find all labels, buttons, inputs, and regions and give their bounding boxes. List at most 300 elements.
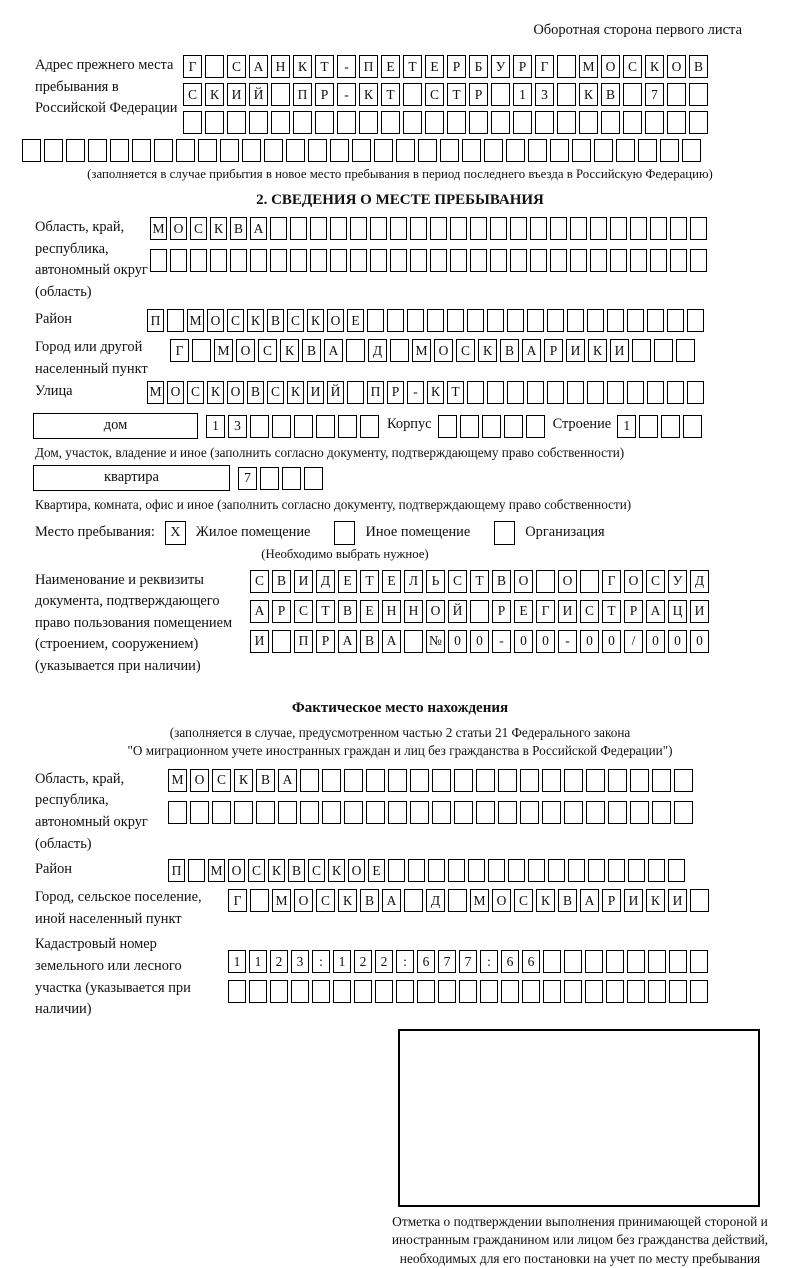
char-cell[interactable]: О	[601, 55, 620, 78]
char-cell[interactable]: Н	[404, 600, 423, 623]
char-cell[interactable]	[674, 769, 693, 792]
char-cell[interactable]: П	[147, 309, 164, 332]
char-cell[interactable]	[530, 249, 547, 272]
char-cell[interactable]	[308, 139, 327, 162]
char-cell[interactable]	[648, 950, 666, 973]
char-cell[interactable]	[459, 980, 477, 1003]
char-cell[interactable]: Г	[183, 55, 202, 78]
char-cell[interactable]	[227, 111, 246, 134]
char-cell[interactable]	[354, 980, 372, 1003]
char-cell[interactable]	[410, 769, 429, 792]
char-cell[interactable]	[293, 111, 312, 134]
char-cell[interactable]: К	[328, 859, 345, 882]
char-cell[interactable]	[374, 139, 393, 162]
char-cell[interactable]: А	[324, 339, 343, 362]
char-cell[interactable]	[530, 217, 547, 240]
char-cell[interactable]	[22, 139, 41, 162]
char-cell[interactable]	[330, 139, 349, 162]
char-cell[interactable]: Т	[315, 55, 334, 78]
char-cell[interactable]	[568, 859, 585, 882]
char-cell[interactable]: 6	[501, 950, 519, 973]
char-cell[interactable]	[579, 111, 598, 134]
char-cell[interactable]	[491, 83, 510, 106]
char-cell[interactable]	[286, 139, 305, 162]
char-cell[interactable]	[482, 415, 501, 438]
char-cell[interactable]	[404, 630, 423, 653]
char-cell[interactable]	[430, 217, 447, 240]
char-cell[interactable]	[476, 769, 495, 792]
char-cell[interactable]: -	[337, 83, 356, 106]
char-cell[interactable]	[300, 801, 319, 824]
char-cell[interactable]	[390, 249, 407, 272]
char-cell[interactable]: М	[272, 889, 291, 912]
char-cell[interactable]	[256, 801, 275, 824]
char-cell[interactable]	[333, 980, 351, 1003]
char-cell[interactable]: И	[250, 630, 269, 653]
char-cell[interactable]: 3	[228, 415, 247, 438]
char-cell[interactable]	[670, 249, 687, 272]
char-cell[interactable]	[167, 309, 184, 332]
char-cell[interactable]: Й	[327, 381, 344, 404]
char-cell[interactable]: Е	[425, 55, 444, 78]
char-cell[interactable]	[190, 801, 209, 824]
char-cell[interactable]: О	[167, 381, 184, 404]
char-cell[interactable]	[291, 980, 309, 1003]
char-cell[interactable]	[668, 859, 685, 882]
char-cell[interactable]	[462, 139, 481, 162]
char-cell[interactable]	[350, 217, 367, 240]
char-cell[interactable]: В	[500, 339, 519, 362]
char-cell[interactable]	[450, 249, 467, 272]
char-cell[interactable]	[498, 769, 517, 792]
char-cell[interactable]	[572, 139, 591, 162]
char-cell[interactable]: О	[236, 339, 255, 362]
char-cell[interactable]: И	[227, 83, 246, 106]
char-cell[interactable]	[606, 980, 624, 1003]
char-cell[interactable]: 0	[668, 630, 687, 653]
char-cell[interactable]	[484, 139, 503, 162]
char-cell[interactable]	[476, 801, 495, 824]
char-cell[interactable]: 0	[602, 630, 621, 653]
char-cell[interactable]: В	[558, 889, 577, 912]
char-cell[interactable]	[438, 415, 457, 438]
char-cell[interactable]	[528, 859, 545, 882]
char-cell[interactable]	[522, 980, 540, 1003]
char-cell[interactable]	[198, 139, 217, 162]
char-cell[interactable]	[330, 249, 347, 272]
char-cell[interactable]: С	[250, 570, 269, 593]
char-cell[interactable]	[375, 980, 393, 1003]
char-cell[interactable]: Е	[360, 600, 379, 623]
char-cell[interactable]: С	[580, 600, 599, 623]
char-cell[interactable]: Т	[447, 381, 464, 404]
char-cell[interactable]	[66, 139, 85, 162]
checkbox-organization[interactable]	[494, 521, 515, 545]
char-cell[interactable]: С	[425, 83, 444, 106]
char-cell[interactable]	[667, 381, 684, 404]
char-cell[interactable]: К	[210, 217, 227, 240]
char-cell[interactable]	[661, 415, 680, 438]
char-cell[interactable]: 1	[249, 950, 267, 973]
char-cell[interactable]	[590, 217, 607, 240]
char-cell[interactable]: Д	[426, 889, 445, 912]
char-cell[interactable]	[674, 801, 693, 824]
char-cell[interactable]: Т	[447, 83, 466, 106]
char-cell[interactable]: 7	[238, 467, 257, 490]
char-cell[interactable]	[88, 139, 107, 162]
char-cell[interactable]: И	[624, 889, 643, 912]
char-cell[interactable]: А	[250, 217, 267, 240]
char-cell[interactable]	[192, 339, 211, 362]
char-cell[interactable]	[168, 801, 187, 824]
char-cell[interactable]	[408, 859, 425, 882]
char-cell[interactable]: В	[230, 217, 247, 240]
char-cell[interactable]: П	[294, 630, 313, 653]
char-cell[interactable]	[667, 111, 686, 134]
char-cell[interactable]: В	[360, 889, 379, 912]
char-cell[interactable]: Г	[602, 570, 621, 593]
char-cell[interactable]: 0	[690, 630, 709, 653]
char-cell[interactable]: К	[293, 55, 312, 78]
char-cell[interactable]: -	[492, 630, 511, 653]
char-cell[interactable]: О	[327, 309, 344, 332]
char-cell[interactable]	[587, 381, 604, 404]
char-cell[interactable]: Н	[271, 55, 290, 78]
char-cell[interactable]: Р	[315, 83, 334, 106]
char-cell[interactable]: С	[227, 309, 244, 332]
char-cell[interactable]	[460, 415, 479, 438]
char-cell[interactable]	[132, 139, 151, 162]
char-cell[interactable]	[535, 111, 554, 134]
char-cell[interactable]: К	[307, 309, 324, 332]
char-cell[interactable]	[513, 111, 532, 134]
char-cell[interactable]: Ц	[668, 600, 687, 623]
char-cell[interactable]	[647, 381, 664, 404]
char-cell[interactable]	[506, 139, 525, 162]
char-cell[interactable]	[390, 217, 407, 240]
char-cell[interactable]: К	[588, 339, 607, 362]
char-cell[interactable]: О	[207, 309, 224, 332]
char-cell[interactable]	[205, 111, 224, 134]
checkbox-residential[interactable]: X	[165, 521, 186, 545]
char-cell[interactable]: Р	[316, 630, 335, 653]
char-cell[interactable]	[188, 859, 205, 882]
char-cell[interactable]	[667, 83, 686, 106]
char-cell[interactable]	[543, 980, 561, 1003]
char-cell[interactable]	[627, 309, 644, 332]
char-cell[interactable]	[490, 217, 507, 240]
char-cell[interactable]: Г	[228, 889, 247, 912]
char-cell[interactable]: В	[288, 859, 305, 882]
char-cell[interactable]	[610, 249, 627, 272]
char-cell[interactable]	[542, 801, 561, 824]
char-cell[interactable]: С	[287, 309, 304, 332]
char-cell[interactable]	[670, 217, 687, 240]
char-cell[interactable]	[330, 217, 347, 240]
char-cell[interactable]	[447, 111, 466, 134]
char-cell[interactable]: К	[645, 55, 664, 78]
char-cell[interactable]: В	[302, 339, 321, 362]
char-cell[interactable]	[627, 980, 645, 1003]
char-cell[interactable]	[322, 801, 341, 824]
char-cell[interactable]	[110, 139, 129, 162]
char-cell[interactable]: М	[412, 339, 431, 362]
char-cell[interactable]: Е	[382, 570, 401, 593]
char-cell[interactable]: Ь	[426, 570, 445, 593]
char-cell[interactable]	[388, 859, 405, 882]
char-cell[interactable]	[536, 570, 555, 593]
char-cell[interactable]: Е	[347, 309, 364, 332]
char-cell[interactable]: :	[312, 950, 330, 973]
char-cell[interactable]: В	[247, 381, 264, 404]
char-cell[interactable]	[404, 889, 423, 912]
char-cell[interactable]: Р	[544, 339, 563, 362]
char-cell[interactable]	[564, 801, 583, 824]
char-cell[interactable]	[264, 139, 283, 162]
char-cell[interactable]: О	[227, 381, 244, 404]
char-cell[interactable]	[315, 111, 334, 134]
char-cell[interactable]	[557, 55, 576, 78]
char-cell[interactable]	[498, 801, 517, 824]
char-cell[interactable]: И	[558, 600, 577, 623]
char-cell[interactable]	[630, 769, 649, 792]
char-cell[interactable]: С	[190, 217, 207, 240]
char-cell[interactable]	[154, 139, 173, 162]
char-cell[interactable]	[587, 309, 604, 332]
char-cell[interactable]	[570, 217, 587, 240]
char-cell[interactable]: О	[426, 600, 445, 623]
char-cell[interactable]	[528, 139, 547, 162]
char-cell[interactable]	[470, 249, 487, 272]
char-cell[interactable]: О	[492, 889, 511, 912]
char-cell[interactable]: А	[382, 630, 401, 653]
char-cell[interactable]	[300, 769, 319, 792]
char-cell[interactable]: К	[579, 83, 598, 106]
char-cell[interactable]	[510, 249, 527, 272]
char-cell[interactable]	[547, 381, 564, 404]
char-cell[interactable]	[410, 217, 427, 240]
char-cell[interactable]: И	[307, 381, 324, 404]
char-cell[interactable]: Р	[387, 381, 404, 404]
char-cell[interactable]	[44, 139, 63, 162]
char-cell[interactable]	[527, 309, 544, 332]
char-cell[interactable]	[205, 55, 224, 78]
char-cell[interactable]	[690, 889, 709, 912]
char-cell[interactable]	[690, 980, 708, 1003]
char-cell[interactable]	[628, 859, 645, 882]
char-cell[interactable]: С	[187, 381, 204, 404]
char-cell[interactable]	[290, 217, 307, 240]
char-cell[interactable]	[250, 249, 267, 272]
char-cell[interactable]	[390, 339, 409, 362]
char-cell[interactable]: С	[514, 889, 533, 912]
char-cell[interactable]	[282, 467, 301, 490]
char-cell[interactable]: О	[434, 339, 453, 362]
char-cell[interactable]	[660, 139, 679, 162]
char-cell[interactable]: 0	[536, 630, 555, 653]
char-cell[interactable]: 0	[580, 630, 599, 653]
char-cell[interactable]	[403, 83, 422, 106]
char-cell[interactable]	[467, 309, 484, 332]
char-cell[interactable]: 6	[522, 950, 540, 973]
char-cell[interactable]	[220, 139, 239, 162]
char-cell[interactable]: А	[249, 55, 268, 78]
char-cell[interactable]	[654, 339, 673, 362]
char-cell[interactable]: А	[338, 630, 357, 653]
char-cell[interactable]	[352, 139, 371, 162]
char-cell[interactable]: С	[248, 859, 265, 882]
char-cell[interactable]	[470, 600, 489, 623]
char-cell[interactable]: Е	[514, 600, 533, 623]
char-cell[interactable]: И	[566, 339, 585, 362]
char-cell[interactable]	[610, 217, 627, 240]
char-cell[interactable]	[230, 249, 247, 272]
char-cell[interactable]: В	[360, 630, 379, 653]
char-cell[interactable]	[623, 83, 642, 106]
char-cell[interactable]	[467, 381, 484, 404]
char-cell[interactable]	[428, 859, 445, 882]
char-cell[interactable]	[550, 139, 569, 162]
char-cell[interactable]	[488, 859, 505, 882]
char-cell[interactable]	[438, 980, 456, 1003]
char-cell[interactable]: В	[256, 769, 275, 792]
char-cell[interactable]: И	[690, 600, 709, 623]
char-cell[interactable]	[606, 950, 624, 973]
char-cell[interactable]	[510, 217, 527, 240]
char-cell[interactable]	[508, 859, 525, 882]
char-cell[interactable]: 3	[535, 83, 554, 106]
char-cell[interactable]	[542, 769, 561, 792]
char-cell[interactable]	[454, 769, 473, 792]
char-cell[interactable]	[676, 339, 695, 362]
char-cell[interactable]: К	[287, 381, 304, 404]
char-cell[interactable]	[270, 217, 287, 240]
char-cell[interactable]	[550, 217, 567, 240]
char-cell[interactable]	[501, 980, 519, 1003]
char-cell[interactable]: П	[367, 381, 384, 404]
char-cell[interactable]	[630, 249, 647, 272]
char-cell[interactable]: :	[396, 950, 414, 973]
char-cell[interactable]	[652, 801, 671, 824]
char-cell[interactable]	[260, 467, 279, 490]
char-cell[interactable]	[557, 83, 576, 106]
char-cell[interactable]	[387, 309, 404, 332]
char-cell[interactable]	[567, 381, 584, 404]
char-cell[interactable]	[550, 249, 567, 272]
char-cell[interactable]: В	[601, 83, 620, 106]
char-cell[interactable]	[632, 339, 651, 362]
char-cell[interactable]	[527, 381, 544, 404]
char-cell[interactable]: К	[268, 859, 285, 882]
char-cell[interactable]: М	[150, 217, 167, 240]
char-cell[interactable]: О	[170, 217, 187, 240]
char-cell[interactable]: К	[247, 309, 264, 332]
char-cell[interactable]: Г	[536, 600, 555, 623]
char-cell[interactable]	[388, 801, 407, 824]
char-cell[interactable]	[590, 249, 607, 272]
char-cell[interactable]	[487, 309, 504, 332]
char-cell[interactable]	[249, 111, 268, 134]
char-cell[interactable]: В	[267, 309, 284, 332]
char-cell[interactable]	[407, 309, 424, 332]
char-cell[interactable]: 1	[617, 415, 636, 438]
char-cell[interactable]	[627, 381, 644, 404]
char-cell[interactable]: П	[359, 55, 378, 78]
char-cell[interactable]	[366, 769, 385, 792]
char-cell[interactable]: Д	[690, 570, 709, 593]
char-cell[interactable]: Р	[447, 55, 466, 78]
char-cell[interactable]: О	[624, 570, 643, 593]
char-cell[interactable]	[690, 950, 708, 973]
char-cell[interactable]: К	[478, 339, 497, 362]
char-cell[interactable]: Д	[316, 570, 335, 593]
char-cell[interactable]	[669, 980, 687, 1003]
char-cell[interactable]	[608, 769, 627, 792]
char-cell[interactable]	[347, 381, 364, 404]
char-cell[interactable]: К	[338, 889, 357, 912]
char-cell[interactable]: Т	[602, 600, 621, 623]
char-cell[interactable]: С	[308, 859, 325, 882]
char-cell[interactable]: М	[579, 55, 598, 78]
char-cell[interactable]	[630, 217, 647, 240]
char-cell[interactable]: С	[316, 889, 335, 912]
char-cell[interactable]	[607, 381, 624, 404]
char-cell[interactable]	[586, 801, 605, 824]
char-cell[interactable]	[294, 415, 313, 438]
char-cell[interactable]	[504, 415, 523, 438]
char-cell[interactable]	[367, 309, 384, 332]
char-cell[interactable]: К	[646, 889, 665, 912]
char-cell[interactable]: 7	[459, 950, 477, 973]
char-cell[interactable]	[648, 859, 665, 882]
char-cell[interactable]: С	[448, 570, 467, 593]
char-cell[interactable]: -	[558, 630, 577, 653]
char-cell[interactable]: О	[558, 570, 577, 593]
char-cell[interactable]: 2	[270, 950, 288, 973]
char-cell[interactable]: И	[610, 339, 629, 362]
char-cell[interactable]	[338, 415, 357, 438]
char-cell[interactable]	[648, 980, 666, 1003]
char-cell[interactable]: И	[294, 570, 313, 593]
char-cell[interactable]: 1	[513, 83, 532, 106]
char-cell[interactable]: С	[258, 339, 277, 362]
char-cell[interactable]: 2	[375, 950, 393, 973]
char-cell[interactable]	[650, 217, 667, 240]
char-cell[interactable]	[403, 111, 422, 134]
char-cell[interactable]	[687, 381, 704, 404]
char-cell[interactable]	[360, 415, 379, 438]
char-cell[interactable]	[228, 980, 246, 1003]
char-cell[interactable]: Г	[170, 339, 189, 362]
char-cell[interactable]: У	[668, 570, 687, 593]
char-cell[interactable]	[507, 309, 524, 332]
char-cell[interactable]: 0	[448, 630, 467, 653]
char-cell[interactable]: -	[407, 381, 424, 404]
char-cell[interactable]	[690, 249, 707, 272]
char-cell[interactable]	[440, 139, 459, 162]
char-cell[interactable]: М	[147, 381, 164, 404]
char-cell[interactable]	[601, 111, 620, 134]
char-cell[interactable]	[564, 980, 582, 1003]
char-cell[interactable]: А	[646, 600, 665, 623]
char-cell[interactable]: Р	[602, 889, 621, 912]
char-cell[interactable]: Н	[382, 600, 401, 623]
char-cell[interactable]	[526, 415, 545, 438]
char-cell[interactable]	[687, 309, 704, 332]
char-cell[interactable]	[690, 217, 707, 240]
char-cell[interactable]	[337, 111, 356, 134]
char-cell[interactable]	[271, 111, 290, 134]
